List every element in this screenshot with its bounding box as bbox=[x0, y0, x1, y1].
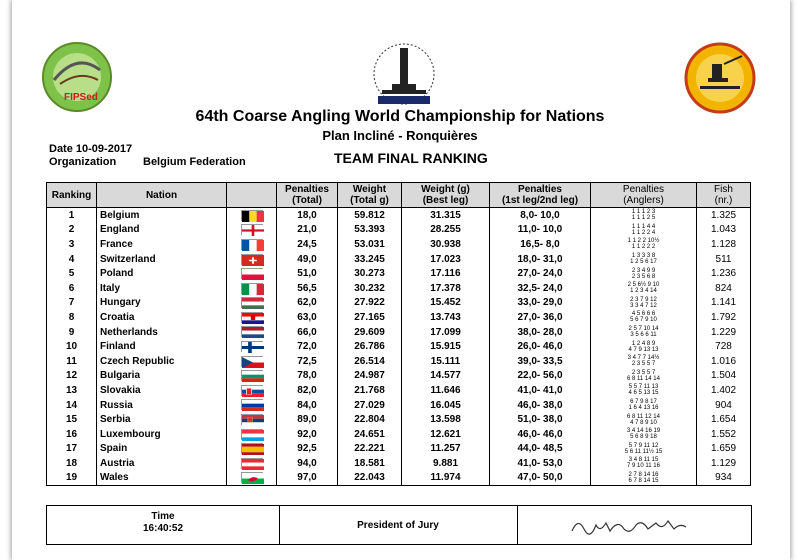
fish-cell: 1.654 bbox=[697, 412, 751, 427]
flag-cell bbox=[227, 354, 277, 369]
anglers-line-1: 1 1 2 2 10½ bbox=[627, 238, 660, 245]
signature bbox=[570, 513, 690, 544]
legs-cell: 47,0- 50,0 bbox=[490, 471, 591, 486]
best-leg-cell: 17.378 bbox=[402, 281, 490, 296]
table-row bbox=[47, 237, 751, 252]
flag-cell bbox=[227, 237, 277, 252]
legs-cell: 41,0- 41,0 bbox=[490, 383, 591, 398]
rank-cell: 6 bbox=[47, 281, 97, 296]
rank-cell: 5 bbox=[47, 266, 97, 281]
anglers-line-1: 1 2 4 8 9 bbox=[631, 340, 656, 347]
flag-cell bbox=[227, 471, 277, 486]
rank-cell: 8 bbox=[47, 310, 97, 325]
nation-cell: Russia bbox=[97, 398, 227, 413]
spain-flag-icon bbox=[241, 443, 263, 454]
anglers-cell bbox=[591, 383, 697, 398]
col-penalties-total: Penalties (Total) bbox=[277, 183, 338, 208]
anglers-line-2: 4 7 9 13 13 bbox=[628, 346, 659, 353]
table-row bbox=[47, 354, 751, 369]
fish-cell: 1.792 bbox=[697, 310, 751, 325]
anglers-line-2: 2 3 5 6 8 bbox=[631, 273, 656, 280]
fish-cell: 1.325 bbox=[697, 208, 751, 223]
hungary-flag-icon bbox=[241, 297, 263, 308]
penalties-cell: 51,0 bbox=[277, 266, 338, 281]
flag-cell bbox=[227, 208, 277, 223]
nation-cell: England bbox=[97, 223, 227, 238]
fish-cell: 824 bbox=[697, 281, 751, 296]
col-nation: Nation bbox=[97, 183, 227, 208]
table-row bbox=[47, 369, 751, 384]
anglers-line-2: 1 2 3 4 14 bbox=[630, 288, 657, 295]
legs-cell: 39,0- 33,5 bbox=[490, 354, 591, 369]
rank-cell: 17 bbox=[47, 442, 97, 457]
nation-cell: Croatia bbox=[97, 310, 227, 325]
legs-cell: 44,0- 48,5 bbox=[490, 442, 591, 457]
best-leg-cell: 17.099 bbox=[402, 325, 490, 340]
legs-cell: 27,0- 24,0 bbox=[490, 266, 591, 281]
table-row bbox=[47, 252, 751, 267]
anglers-cell bbox=[591, 266, 697, 281]
weight-cell: 27.029 bbox=[338, 398, 402, 413]
anglers-line-2: 4 7 8 9 10 bbox=[630, 419, 657, 426]
penalties-cell: 72,0 bbox=[277, 339, 338, 354]
anglers-line-1: 1 3 3 3 8 bbox=[631, 253, 656, 260]
anglers-cell bbox=[591, 398, 697, 413]
best-leg-cell: 13.743 bbox=[402, 310, 490, 325]
anglers-line-2: 1 1 2 2 2 bbox=[631, 244, 656, 251]
page-title: 64th Coarse Angling World Championship for Nations bbox=[195, 108, 605, 125]
legs-cell: 51,0- 38,0 bbox=[490, 412, 591, 427]
fish-cell: 1.552 bbox=[697, 427, 751, 442]
flag-cell bbox=[227, 310, 277, 325]
best-leg-cell: 14.577 bbox=[402, 369, 490, 384]
penalties-cell: 24,5 bbox=[277, 237, 338, 252]
nation-cell: Austria bbox=[97, 456, 227, 471]
anglers-line-1: 2 5 6½ 9 10 bbox=[627, 282, 660, 289]
legs-cell: 32,5- 24,0 bbox=[490, 281, 591, 296]
anglers-line-2: 6 8 11 14 14 bbox=[627, 375, 660, 382]
anglers-line-1: 1 1 1 2 3 bbox=[631, 209, 656, 216]
time-cell bbox=[47, 506, 280, 544]
anglers-line-1: 4 5 6 6 6 bbox=[631, 311, 656, 318]
best-leg-cell: 30.938 bbox=[402, 237, 490, 252]
table-row bbox=[47, 456, 751, 471]
col-weight-total: Weight (Total g) bbox=[338, 183, 402, 208]
legs-cell: 11,0- 10,0 bbox=[490, 223, 591, 238]
fish-cell: 511 bbox=[697, 252, 751, 267]
anglers-cell bbox=[591, 281, 697, 296]
fish-cell: 1.016 bbox=[697, 354, 751, 369]
fish-cell: 1.504 bbox=[697, 369, 751, 384]
weight-cell: 27.922 bbox=[338, 296, 402, 311]
anglers-cell bbox=[591, 208, 697, 223]
penalties-cell: 89,0 bbox=[277, 412, 338, 427]
nation-cell: Belgium bbox=[97, 208, 227, 223]
flag-cell bbox=[227, 325, 277, 340]
anglers-cell bbox=[591, 427, 697, 442]
rank-cell: 2 bbox=[47, 223, 97, 238]
rank-cell: 15 bbox=[47, 412, 97, 427]
weight-cell: 22.804 bbox=[338, 412, 402, 427]
anglers-line-1: 3 4 7 7 14½ bbox=[627, 355, 660, 362]
best-leg-cell: 17.023 bbox=[402, 252, 490, 267]
croatia-flag-icon bbox=[241, 312, 263, 323]
weight-cell: 26.514 bbox=[338, 354, 402, 369]
serbia-flag-icon bbox=[241, 414, 263, 425]
best-leg-cell: 31.315 bbox=[402, 208, 490, 223]
anglers-line-2: 1 2 5 6 17 bbox=[630, 259, 657, 266]
rank-cell: 9 bbox=[47, 325, 97, 340]
switzerland-flag-icon bbox=[241, 254, 263, 265]
nation-cell: Poland bbox=[97, 266, 227, 281]
anglers-line-2: 7 9 10 11 16 bbox=[627, 463, 660, 470]
fish-cell: 1.128 bbox=[697, 237, 751, 252]
bulgaria-flag-icon bbox=[241, 370, 263, 381]
anglers-cell bbox=[591, 456, 697, 471]
rank-cell: 19 bbox=[47, 471, 97, 486]
penalties-cell: 97,0 bbox=[277, 471, 338, 486]
legs-cell: 46,0- 46,0 bbox=[490, 427, 591, 442]
anglers-line-1: 3 4 14 16 19 bbox=[626, 428, 661, 435]
weight-cell: 24.987 bbox=[338, 369, 402, 384]
weight-cell: 53.031 bbox=[338, 237, 402, 252]
anglers-cell bbox=[591, 310, 697, 325]
weight-cell: 24.651 bbox=[338, 427, 402, 442]
col-ranking: Ranking bbox=[47, 183, 97, 208]
weight-cell: 27.165 bbox=[338, 310, 402, 325]
organization-value: Belgium Federation bbox=[143, 156, 246, 168]
flag-cell bbox=[227, 339, 277, 354]
table-row bbox=[47, 208, 751, 223]
best-leg-cell: 9.881 bbox=[402, 456, 490, 471]
anglers-line-1: 6 8 11 12 14 bbox=[627, 413, 660, 420]
flag-cell bbox=[227, 442, 277, 457]
rank-cell: 18 bbox=[47, 456, 97, 471]
anglers-cell bbox=[591, 369, 697, 384]
nation-cell: Spain bbox=[97, 442, 227, 457]
anglers-line-2: 6 7 8 14 15 bbox=[628, 477, 659, 484]
best-leg-cell: 17.116 bbox=[402, 266, 490, 281]
anglers-cell bbox=[591, 471, 697, 486]
anglers-cell bbox=[591, 339, 697, 354]
fish-cell: 728 bbox=[697, 339, 751, 354]
table-row bbox=[47, 266, 751, 281]
weight-cell: 22.221 bbox=[338, 442, 402, 457]
col-penalties-legs: Penalties (1st leg/2nd leg) bbox=[490, 183, 591, 208]
rank-cell: 11 bbox=[47, 354, 97, 369]
legs-cell: 8,0- 10,0 bbox=[490, 208, 591, 223]
flag-cell bbox=[227, 296, 277, 311]
nation-cell: Serbia bbox=[97, 412, 227, 427]
weight-cell: 59.812 bbox=[338, 208, 402, 223]
netherlands-flag-icon bbox=[241, 326, 263, 337]
legs-cell: 41,0- 53,0 bbox=[490, 456, 591, 471]
fish-cell: 934 bbox=[697, 471, 751, 486]
legs-cell: 33,0- 29,0 bbox=[490, 296, 591, 311]
nation-cell: Slovakia bbox=[97, 383, 227, 398]
fish-cell: 1.129 bbox=[697, 456, 751, 471]
austria-flag-icon bbox=[241, 458, 263, 469]
flag-cell bbox=[227, 266, 277, 281]
penalties-cell: 62,0 bbox=[277, 296, 338, 311]
anglers-line-2: 1 1 1 2 5 bbox=[631, 215, 656, 222]
rank-cell: 10 bbox=[47, 339, 97, 354]
england-flag-icon bbox=[241, 224, 263, 235]
fipsed-logo bbox=[40, 40, 114, 114]
table-row bbox=[47, 471, 751, 486]
anglers-line-1: 2 7 8 14 16 bbox=[628, 471, 659, 478]
anglers-line-1: 5 5 7 11 13 bbox=[628, 384, 659, 391]
france-flag-icon bbox=[241, 239, 263, 250]
legs-cell: 16,5- 8,0 bbox=[490, 237, 591, 252]
weight-cell: 21.768 bbox=[338, 383, 402, 398]
weight-cell: 30.232 bbox=[338, 281, 402, 296]
table-row bbox=[47, 223, 751, 238]
penalties-cell: 21,0 bbox=[277, 223, 338, 238]
president-label: President of Jury bbox=[357, 520, 439, 531]
flag-cell bbox=[227, 412, 277, 427]
penalties-cell: 82,0 bbox=[277, 383, 338, 398]
rank-cell: 4 bbox=[47, 252, 97, 267]
best-leg-cell: 13.598 bbox=[402, 412, 490, 427]
best-leg-cell: 15.111 bbox=[402, 354, 490, 369]
flag-cell bbox=[227, 223, 277, 238]
nation-cell: Hungary bbox=[97, 296, 227, 311]
russia-flag-icon bbox=[241, 399, 263, 410]
anglers-line-2: 5 6 11 11½ 15 bbox=[624, 448, 663, 455]
anglers-line-1: 2 3 5 5 7 bbox=[631, 369, 656, 376]
anglers-line-1: 2 3 4 9 9 bbox=[631, 267, 656, 274]
penalties-cell: 63,0 bbox=[277, 310, 338, 325]
time-label: Time bbox=[151, 511, 175, 522]
page-subtitle: Plan Incliné - Ronquières bbox=[322, 128, 478, 143]
time-value: 16:40:52 bbox=[142, 523, 184, 534]
penalties-cell: 78,0 bbox=[277, 369, 338, 384]
wales-flag-icon bbox=[241, 472, 263, 483]
best-leg-cell: 15.452 bbox=[402, 296, 490, 311]
col-flag bbox=[227, 183, 277, 208]
legs-cell: 38,0- 28,0 bbox=[490, 325, 591, 340]
belgium-flag-icon bbox=[241, 210, 263, 221]
anglers-line-2: 3 3 4 7 12 bbox=[630, 302, 657, 309]
weight-cell: 26.786 bbox=[338, 339, 402, 354]
weight-cell: 29.609 bbox=[338, 325, 402, 340]
nation-cell: Italy bbox=[97, 281, 227, 296]
fish-cell: 904 bbox=[697, 398, 751, 413]
anglers-cell bbox=[591, 442, 697, 457]
date-label: Date 10-09-2017 bbox=[49, 143, 133, 155]
nation-cell: Czech Republic bbox=[97, 354, 227, 369]
penalties-cell: 56,5 bbox=[277, 281, 338, 296]
table-row bbox=[47, 427, 751, 442]
anglers-line-1: 2 5 7 10 14 bbox=[628, 326, 659, 333]
rank-cell: 12 bbox=[47, 369, 97, 384]
anglers-line-2: 4 6 5 13 15 bbox=[628, 390, 659, 397]
rank-cell: 7 bbox=[47, 296, 97, 311]
president-cell bbox=[279, 506, 518, 544]
flag-cell bbox=[227, 383, 277, 398]
championship-logo bbox=[362, 40, 446, 112]
legs-cell: 26,0- 46,0 bbox=[490, 339, 591, 354]
weight-cell: 33.245 bbox=[338, 252, 402, 267]
table-header-row bbox=[47, 183, 751, 208]
anglers-line-1: 6 7 9 8 17 bbox=[630, 399, 657, 406]
penalties-cell: 92,5 bbox=[277, 442, 338, 457]
anglers-cell bbox=[591, 325, 697, 340]
penalties-cell: 84,0 bbox=[277, 398, 338, 413]
fish-cell: 1.043 bbox=[697, 223, 751, 238]
rank-cell: 16 bbox=[47, 427, 97, 442]
anglers-line-2: 2 3 5 5 7 bbox=[631, 361, 656, 368]
weight-cell: 53.393 bbox=[338, 223, 402, 238]
penalties-cell: 18,0 bbox=[277, 208, 338, 223]
ranking-table bbox=[46, 182, 751, 486]
table-row bbox=[47, 310, 751, 325]
flag-cell bbox=[227, 427, 277, 442]
nation-cell: France bbox=[97, 237, 227, 252]
anglers-line-2: 1 1 2 2 4 bbox=[631, 229, 656, 236]
rank-cell: 1 bbox=[47, 208, 97, 223]
weight-cell: 30.273 bbox=[338, 266, 402, 281]
flag-cell bbox=[227, 252, 277, 267]
legs-cell: 18,0- 31,0 bbox=[490, 252, 591, 267]
rank-cell: 3 bbox=[47, 237, 97, 252]
table-row bbox=[47, 442, 751, 457]
table-row bbox=[47, 325, 751, 340]
col-fish: Fish (nr.) bbox=[697, 183, 751, 208]
nation-cell: Netherlands bbox=[97, 325, 227, 340]
legs-cell: 46,0- 38,0 bbox=[490, 398, 591, 413]
weight-cell: 22.043 bbox=[338, 471, 402, 486]
weight-cell: 18.581 bbox=[338, 456, 402, 471]
anglers-cell bbox=[591, 223, 697, 238]
anglers-line-1: 2 3 7 9 12 bbox=[630, 296, 657, 303]
anglers-line-1: 3 4 8 11 15 bbox=[628, 457, 659, 464]
anglers-line-1: 1 1 1 4 4 bbox=[631, 223, 656, 230]
anglers-line-1: 5 7 9 11 12 bbox=[628, 442, 659, 449]
nation-cell: Bulgaria bbox=[97, 369, 227, 384]
organization-label: Organization bbox=[49, 156, 117, 168]
table-row bbox=[47, 412, 751, 427]
best-leg-cell: 11.646 bbox=[402, 383, 490, 398]
fish-cell: 1.659 bbox=[697, 442, 751, 457]
best-leg-cell: 15.915 bbox=[402, 339, 490, 354]
table-row bbox=[47, 339, 751, 354]
best-leg-cell: 28.255 bbox=[402, 223, 490, 238]
anglers-cell bbox=[591, 296, 697, 311]
table-row bbox=[47, 398, 751, 413]
rank-cell: 13 bbox=[47, 383, 97, 398]
col-penalties-anglers: Penalties (Anglers) bbox=[591, 183, 697, 208]
luxembourg-flag-icon bbox=[241, 429, 263, 440]
penalties-cell: 66,0 bbox=[277, 325, 338, 340]
anglers-cell bbox=[591, 252, 697, 267]
legs-cell: 27,0- 36,0 bbox=[490, 310, 591, 325]
table-row bbox=[47, 281, 751, 296]
best-leg-cell: 16.045 bbox=[402, 398, 490, 413]
table-row bbox=[47, 383, 751, 398]
flag-cell bbox=[227, 281, 277, 296]
nation-cell: Luxembourg bbox=[97, 427, 227, 442]
flag-cell bbox=[227, 398, 277, 413]
best-leg-cell: 11.257 bbox=[402, 442, 490, 457]
belgium-federation-logo bbox=[684, 42, 756, 114]
anglers-cell bbox=[591, 412, 697, 427]
flag-cell bbox=[227, 369, 277, 384]
rank-cell: 14 bbox=[47, 398, 97, 413]
svg-text:FIPSed: FIPSed bbox=[64, 92, 98, 103]
penalties-cell: 94,0 bbox=[277, 456, 338, 471]
czech-flag-icon bbox=[241, 356, 263, 367]
fish-cell: 1.229 bbox=[697, 325, 751, 340]
nation-cell: Finland bbox=[97, 339, 227, 354]
anglers-line-2: 1 6 4 13 16 bbox=[628, 405, 659, 412]
legs-cell: 22,0- 56,0 bbox=[490, 369, 591, 384]
fish-cell: 1.141 bbox=[697, 296, 751, 311]
ranking-title: TEAM FINAL RANKING bbox=[334, 150, 488, 166]
anglers-line-2: 3 5 6 6 11 bbox=[630, 332, 657, 339]
anglers-line-2: 5 6 7 9 10 bbox=[630, 317, 657, 324]
nation-cell: Wales bbox=[97, 471, 227, 486]
poland-flag-icon bbox=[241, 268, 263, 279]
fish-cell: 1.236 bbox=[697, 266, 751, 281]
nation-cell: Switzerland bbox=[97, 252, 227, 267]
col-weight-best: Weight (g) (Best leg) bbox=[402, 183, 490, 208]
finland-flag-icon bbox=[241, 341, 263, 352]
penalties-cell: 72,5 bbox=[277, 354, 338, 369]
anglers-cell bbox=[591, 237, 697, 252]
fish-cell: 1.402 bbox=[697, 383, 751, 398]
anglers-line-2: 5 6 8 9 18 bbox=[630, 434, 657, 441]
best-leg-cell: 11.974 bbox=[402, 471, 490, 486]
italy-flag-icon bbox=[241, 283, 263, 294]
slovakia-flag-icon bbox=[241, 385, 263, 396]
best-leg-cell: 12.621 bbox=[402, 427, 490, 442]
penalties-cell: 92,0 bbox=[277, 427, 338, 442]
flag-cell bbox=[227, 456, 277, 471]
anglers-cell bbox=[591, 354, 697, 369]
table-row bbox=[47, 296, 751, 311]
penalties-cell: 49,0 bbox=[277, 252, 338, 267]
